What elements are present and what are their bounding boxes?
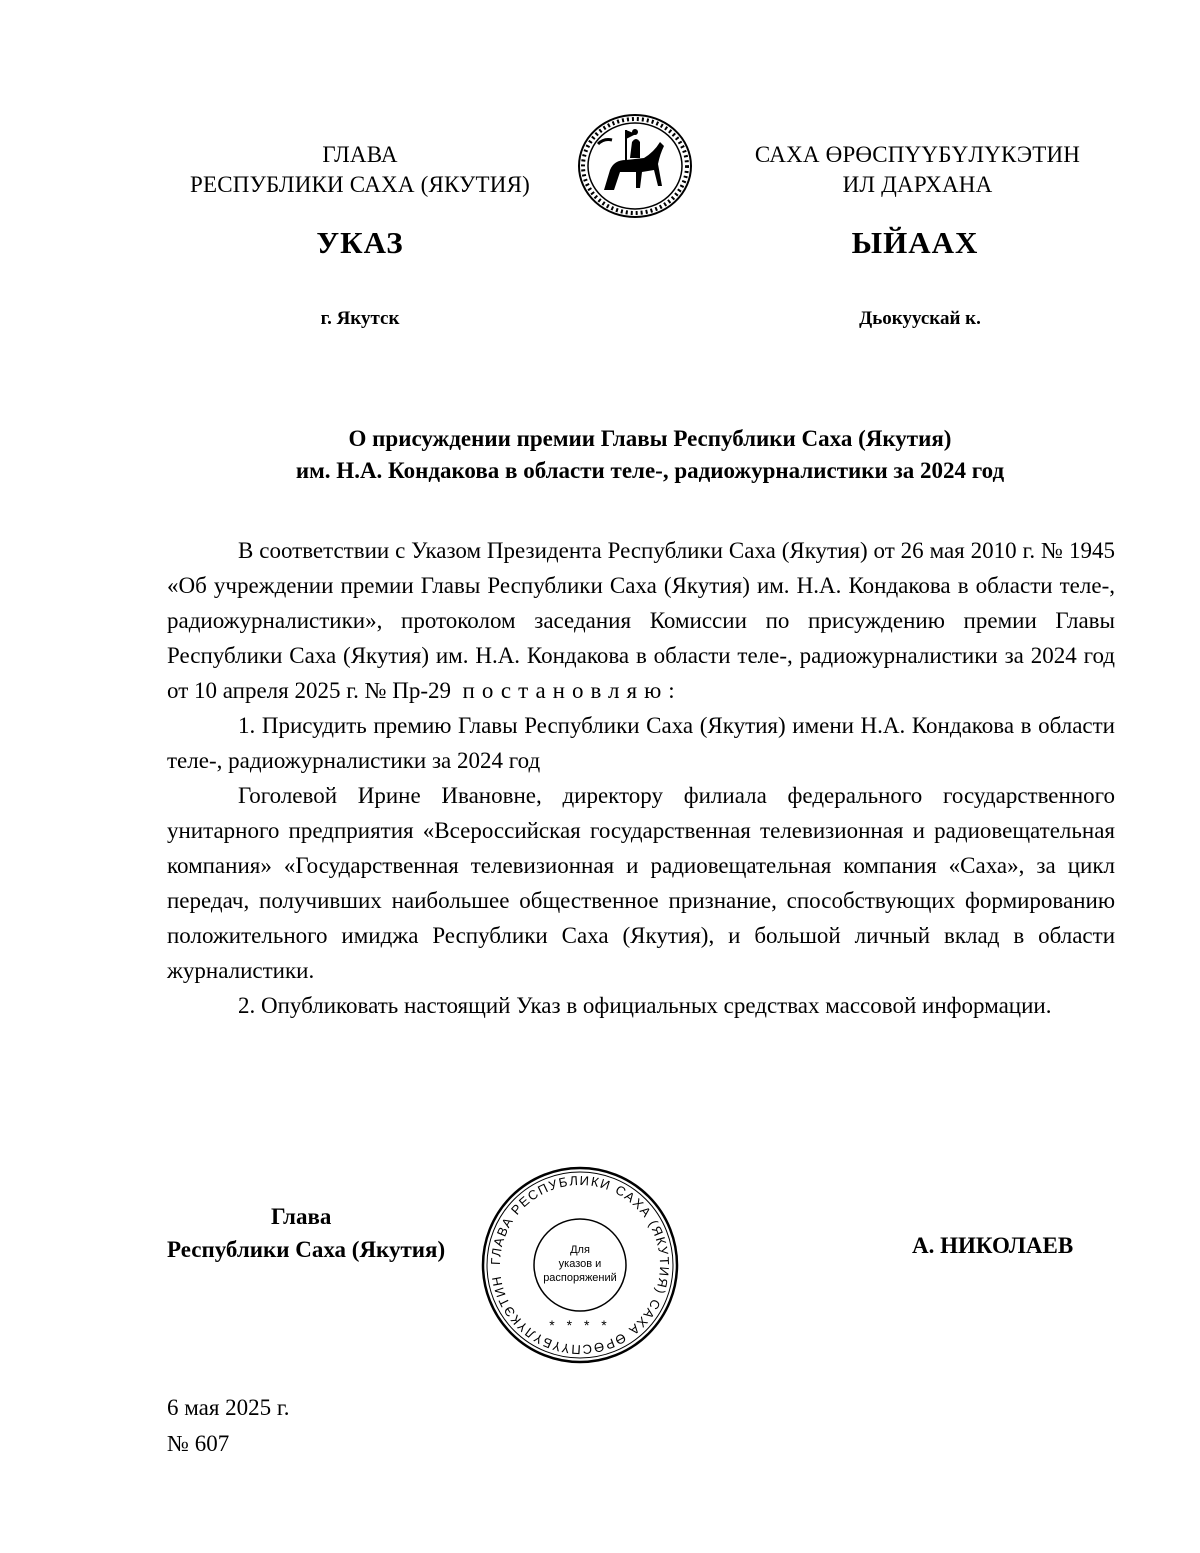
stamp-center-line1: Для [570, 1244, 590, 1256]
document-number: № 607 [167, 1431, 230, 1456]
doc-type-right: ЫЙААХ [851, 225, 979, 260]
official-stamp [478, 1165, 682, 1365]
header-right-line2: ИЛ ДАРХАНА [842, 172, 993, 197]
preamble-text: В соответствии с Указом Президента Республики Саха (Якутия) от 26 мая 2010 г. № 1945 «Об учреждении премии Главы Республики Саха (Якутия) им. Н.А. Кондакова в области теле-, радиожурналистики», протоколом заседания Комиссии по присуждению премии Главы Республики Саха (Якутия) им. Н.А. Кондакова в области теле-, радиожурналистики за 2024 год от 10 апреля 2025 г. № Пр-29 [167, 538, 1115, 703]
item-1: 1. Присудить премию Главы Республики Саха (Якутия) имени Н.А. Кондакова в области теле-, радиожурналистики за 2024 год [167, 713, 1115, 773]
awardee-paragraph: Гоголевой Ирине Ивановне, директору филиала федерального государственного унитарного предприятия «Всероссийская государственная телевизионная и радиовещательная компания» «Государственная телевизионная и радиовещательная компания «Саха», за цикл передач, получивших наибольшее общественное признание, способствующих формированию положительного имиджа Республики Саха (Якутия), и большой личный вклад в области журналистики. [167, 783, 1115, 983]
stamp-ring-text: ГЛАВА РЕСПУБЛИКИ САХА (ЯКУТИЯ) САХА ӨРӨСПҮҮБҮЛҮКЭТИН [487, 1172, 673, 1358]
signature-role-line2: Республики Саха (Якутия) [167, 1237, 446, 1262]
header-left-line2: РЕСПУБЛИКИ САХА (ЯКУТИЯ) [189, 172, 531, 197]
preamble-paragraph [167, 533, 1115, 708]
doc-type-left: УКАЗ [316, 225, 404, 260]
document-date: 6 мая 2025 г. [167, 1395, 290, 1420]
stamp-center-line3: распоряжений [543, 1272, 617, 1284]
title-line2: им. Н.А. Кондакова в области теле-, радиожурналистики за 2024 год [295, 458, 1005, 483]
city-right: Дьокуускай к. [859, 308, 981, 329]
signature-role [167, 1200, 445, 1266]
header-right-line1: САХА ӨРӨСПҮҮБҮЛҮКЭТИН [754, 142, 1081, 167]
header-right [720, 140, 1115, 200]
signature-role-line1: Глава [271, 1204, 332, 1229]
header-left-line1: ГЛАВА [322, 142, 398, 167]
document-title [160, 423, 1140, 487]
document-body [167, 533, 1115, 1023]
signatory-name: А. НИКОЛАЕВ [912, 1233, 1074, 1258]
decree-word: постановляю: [462, 678, 682, 703]
stamp-stars: * * * * [549, 1317, 611, 1333]
item-2: 2. Опубликовать настоящий Указ в официальных средствах массовой информации. [238, 993, 1052, 1018]
header-left [150, 140, 570, 200]
title-line1: О присуждении премии Главы Республики Саха (Якутия) [348, 426, 952, 451]
document-footer [167, 1390, 290, 1462]
city-left: г. Якутск [320, 308, 400, 329]
coat-of-arms-emblem [574, 112, 696, 220]
emblem-icon [574, 112, 696, 220]
stamp-seal-icon [478, 1165, 682, 1365]
stamp-center-line2: указов и [558, 1258, 602, 1270]
